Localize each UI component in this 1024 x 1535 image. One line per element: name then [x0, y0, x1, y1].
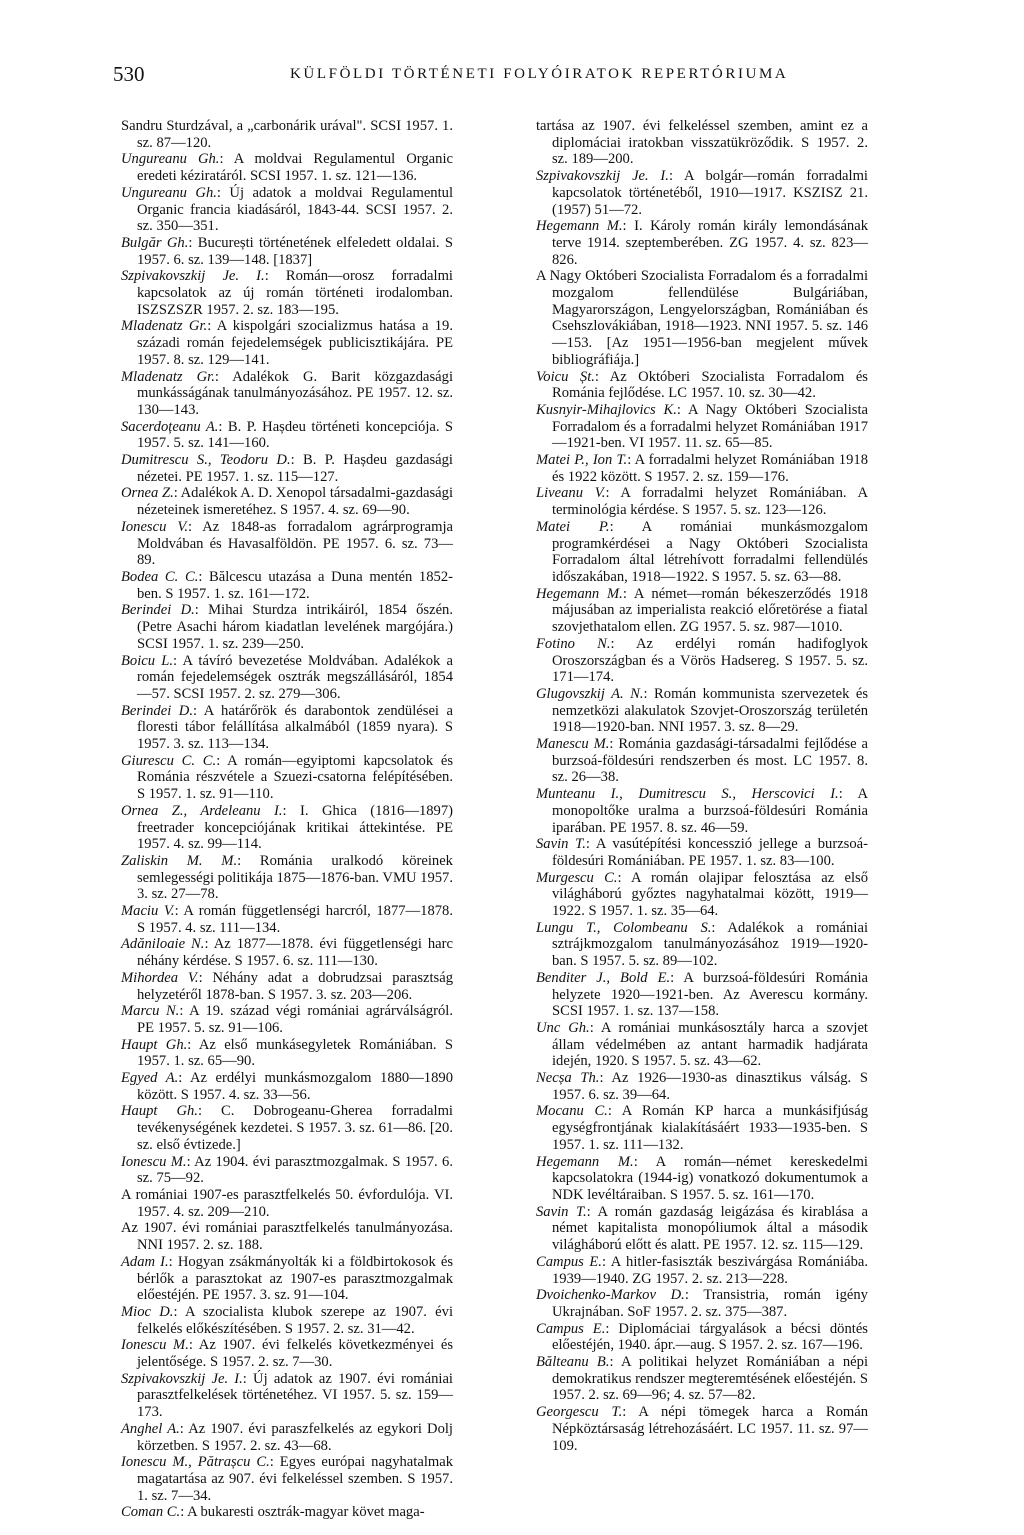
entry-text: : A népi tömegek harca a Román Népköztársaság létrehozásáért. LC 1957. 11. sz. 97—109.: [552, 1404, 868, 1454]
entry-author: Ionescu V.: [121, 518, 189, 535]
entry-author: Voicu Șt.: [536, 368, 595, 385]
entry-author: Hegemann M.: [536, 218, 623, 235]
bibliography-entry: [121, 802, 453, 853]
entry-text: : A Román KP harca a munkásifjúság egységfrontjának kialakításáért 1933—1935-ben. S 1957. 1. sz. 111—132.: [552, 1103, 868, 1153]
entry-text: : A politikai helyzet Romániában a népi demokratikus rendszer megteremtésének előestéjén. S 1957. 2. sz. 69—96; 4. sz. 57—82.: [552, 1354, 868, 1404]
bibliography-entry: [121, 969, 453, 1003]
entry-text: : Román kommunista szervezetek és nemzetközi alakulatok Szovjet-Oroszország területén 1918—1920-ban. NNI 1957. 3. sz. 8—29.: [552, 685, 868, 736]
entry-author: Bulgăr Gh.: [121, 234, 189, 251]
bibliography-entry: [121, 452, 453, 485]
bibliography-entry: [121, 1420, 453, 1454]
entry-author: Boicu L.: [121, 652, 174, 669]
entry-author: Haupt Gh.: [121, 1036, 188, 1053]
entry-text: : Románia gazdasági-társadalmi fejlődése a burzsoá-földesúri rendszerben és most. LC 1957. 8. sz. 26—38.: [552, 736, 868, 786]
entry-text: : Egyes európai nagyhatalmak magatartása az 907. évi felkeléssel szemben. S 1957. 1. sz. 7—34.: [137, 1454, 453, 1504]
bibliography-entry: [121, 1153, 453, 1187]
entry-text: : A vasútépítési koncesszió jellege a burzsoá-földesúri Romániában. PE 1957. 1. sz. 83—100.: [552, 836, 868, 869]
entry-author: Zaliskin M. M.: [121, 852, 238, 869]
entry-author: Berindei D.: [121, 702, 193, 719]
entry-author: Giurescu C. C.: [121, 752, 217, 769]
entry-text: : Adalékok a romániai sztrájkmozgalom tanulmányozásához 1919—1920-ban. S 1957. 5. sz. 89—102.: [552, 919, 868, 970]
bibliography-entry: [121, 752, 453, 803]
entry-text: : A burzsoá-földesúri Románia helyzete 1920—1921-ben. Az Averescu kormány. SCSI 1957. 1. sz. 137—158.: [552, 969, 868, 1020]
entry-author: Adăniloaie N.: [121, 936, 205, 953]
entry-author: Szpivakovszkij Je. I.: [121, 1370, 243, 1387]
entry-text: : A 19. század végi romániai agrárválságról. PE 1957. 5. sz. 91—106.: [137, 1003, 453, 1036]
bibliography-entry: [536, 685, 868, 736]
entry-text: : Bălcescu utazása a Duna mentén 1852-ben. S 1957. 1. sz. 161—172.: [137, 568, 453, 602]
bibliography-entry: [536, 268, 868, 368]
bibliography-entry: [121, 368, 453, 419]
bibliography-entry: [536, 1253, 868, 1287]
bibliography-entry: [536, 1070, 868, 1103]
entry-author: Haupt Gh.: [121, 1103, 198, 1120]
bibliography-entry: [121, 852, 453, 903]
entry-author: Szpivakovszkij Je. I.: [536, 168, 669, 185]
bibliography-entry: [121, 1103, 453, 1153]
entry-author: Lungu T., Colombeanu S.: [536, 919, 712, 936]
entry-author: Mladenatz Gr.: [121, 368, 215, 385]
bibliography-entry: [536, 1320, 868, 1354]
entry-author: Mladenatz Gr.: [121, 318, 208, 335]
entry-text: : Az erdélyi román hadifoglyok Oroszországban és a Vörös Hadsereg. S 1957. 5. sz. 171—174.: [552, 635, 869, 686]
bibliography-entry: [536, 118, 868, 168]
running-title: KÜLFÖLDI TÖRTÉNETI FOLYÓIRATOK REPERTÓRIUMA: [290, 66, 789, 82]
bibliography-entry: [536, 1103, 868, 1153]
bibliography-entry: [536, 869, 868, 920]
entry-author: Ungureanu Gh.: [121, 184, 217, 201]
entry-text: : Az erdélyi munkásmozgalom 1880—1890 között. S 1957. 4. sz. 33—56.: [137, 1070, 453, 1103]
entry-text: : Adalékok G. Barit közgazdasági munkásságának tanulmányozásához. PE 1957. 12. sz. 130—143.: [137, 368, 453, 418]
bibliography-entry: [536, 836, 868, 869]
entry-author: Mihordea V.: [121, 969, 199, 986]
entry-author: Munteanu I., Dumitrescu S., Herscovici I.: [536, 786, 839, 803]
entry-text: : Hogyan zsákmányolták ki a földbirtokosok és bérlők a parasztokat az 1907-es parasztmozgalmak előestéjén. PE 1957. 3. sz. 91—104.: [137, 1253, 453, 1304]
bibliography-entry: [536, 1153, 868, 1204]
page-number: 530: [113, 62, 145, 86]
entry-text: Az 1907. évi romániai parasztfelkelés tanulmányozása. NNI 1957. 2. sz. 188.: [121, 1220, 453, 1254]
entry-text: : Az 1926—1930-as dinasztikus válság. S 1957. 6. sz. 39—64.: [552, 1070, 868, 1103]
entry-author: Fotino N.: [536, 635, 611, 652]
bibliography-entry: [121, 1370, 453, 1421]
entry-text: : Mihai Sturdza intrikáiról, 1854 őszén. (Petre Asachi három kiadatlan levelének margójára.) SCSI 1957. 1. sz. 239—250.: [137, 602, 454, 652]
bibliography-entry: [121, 1253, 453, 1304]
entry-text: : A román—egyiptomi kapcsolatok és Románia részvétele a Szuezi-csatorna felépítésében. S 1957. 1. sz. 91—110.: [137, 752, 453, 803]
entry-author: Mioc D.: [121, 1303, 174, 1320]
entry-text: : A német—román békeszerződés 1918 májusában az imperialista reakció előretörése a fiatal szovjethatalom ellen. ZG 1957. 5. sz. 987—1010.: [552, 585, 868, 636]
entry-text: : A bukaresti osztrák-magyar követ maga-: [180, 1504, 425, 1521]
entry-author: Hegemann M.: [536, 585, 623, 602]
entry-author: Ungureanu Gh.: [121, 151, 220, 168]
entry-author: Szpivakovszkij Je. I.: [121, 268, 265, 285]
bibliography-entry: [121, 903, 453, 936]
entry-author: Georgescu T.: [536, 1404, 623, 1421]
bibliography-entry: [121, 1003, 453, 1036]
bibliography-entry: [536, 1404, 868, 1454]
entry-author: Necșa Th.: [536, 1070, 600, 1087]
bibliography-entry: [121, 568, 453, 602]
bibliography-entry: [121, 1036, 454, 1070]
bibliography-entry: [121, 602, 454, 652]
entry-text: A Nagy Októberi Szocialista Forradalom és a forradalmi mozgalom fellendülése Bulgáriában, Magyarországon, Lengyelországban, Romániában és Csehszlovákiában, 1918—1923. NNI 1957. 5. sz. 146—153. [Az 1951—1956-ban megjelent művek bibliográfiája.]: [536, 268, 868, 368]
entry-text: : A hitler-fasiszták beszivárgása Romániába. 1939—1940. ZG 1957. 2. sz. 213—228.: [552, 1253, 868, 1287]
bibliography-entry: [536, 1287, 868, 1320]
entry-author: Unc Gh.: [536, 1019, 590, 1036]
entry-author: Mocanu C.: [536, 1103, 608, 1120]
entry-author: Benditer J., Bold E.: [536, 969, 671, 986]
entry-text: : A forradalmi helyzet Romániában. A terminológia kérdése. S 1957. 5. sz. 123—126.: [552, 485, 868, 519]
entry-author: Dvoichenko-Markov D.: [536, 1287, 685, 1304]
bibliography-entry: [536, 1019, 868, 1070]
entry-author: Hegemann M.: [536, 1153, 634, 1170]
entry-text: : Az 1904. évi parasztmozgalmak. S 1957. 6. sz. 75—92.: [137, 1153, 453, 1187]
entry-text: : A román olajipar felosztása az első világháború győztes nagyhatalmai között, 1919—1922. S 1957. 1. sz. 35—64.: [552, 869, 868, 920]
bibliography-entry: [121, 418, 454, 452]
bibliography-entry: [536, 168, 868, 218]
entry-author: Savin T.: [536, 1203, 587, 1220]
entry-text: : Az Októberi Szocialista Forradalom és Románia fejlődése. LC 1957. 10. sz. 30—42.: [552, 368, 868, 402]
entry-author: Glugovszkij A. N.: [536, 685, 644, 702]
entry-text: : A szocialista klubok szerepe az 1907. évi felkelés előkészítésében. S 1957. 2. sz. 31—42.: [137, 1303, 453, 1337]
entry-text: : A forradalmi helyzet Romániában 1918 és 1922 között. S 1957. 2. sz. 159—176.: [552, 452, 868, 485]
bibliography-entry: [121, 702, 453, 753]
entry-text: : I. Ghica (1816—1897) freetrader koncepciójának kritikai áttekintése. PE 1957. 4. sz. 99—114.: [137, 802, 453, 853]
entry-text: : C. Dobrogeanu-Gherea forradalmi tevékenységének kezdetei. S 1957. 3. sz. 61—86. [20. sz. első évtizede.]: [137, 1103, 453, 1153]
entry-author: Ionescu M.: [121, 1153, 187, 1170]
entry-text: tartása az 1907. évi felkeléssel szemben, amint ez a diplomáciai iratokban visszatükröződik. S 1957. 2. sz. 189—200.: [536, 118, 868, 168]
entry-author: Berindei D.: [121, 602, 195, 619]
entry-author: Bălteanu B.: [536, 1354, 610, 1371]
bibliography-entry: [536, 786, 868, 836]
entry-text: : A román—német kereskedelmi kapcsolatokra (1944-ig) vonatkozó dokumentumok a NDK levéltáraiban. S 1957. 5. sz. 161—170.: [552, 1153, 868, 1203]
entry-text: : Román—orosz forradalmi kapcsolatok az új román történeti irodalomban. ISZSZSZR 1957. 2. sz. 183—195.: [137, 268, 453, 318]
bibliography-entry: [121, 1303, 453, 1337]
entry-text: : Románia uralkodó köreinek semlegességi politikája 1875—1876-ban. VMU 1957. 3. sz. 27—78.: [137, 852, 453, 903]
bibliography-entry: [536, 401, 868, 452]
bibliography-entry: [536, 452, 868, 485]
bibliography-entry: [121, 118, 453, 151]
bibliography-entry: [536, 919, 868, 970]
bibliography-entry: [121, 151, 453, 185]
entry-text: : Transistria, román igény Ukrajnában. SoF 1957. 2. sz. 375—387.: [552, 1287, 868, 1320]
entry-text: : I. Károly román király lemondásának terve 1914. szeptemberében. ZG 1957. 4. sz. 823—826.: [552, 218, 868, 268]
entry-author: Anghel A.: [121, 1420, 180, 1437]
entry-author: Dumitrescu S., Teodoru D.: [121, 452, 291, 469]
bibliography-entry: [121, 1187, 453, 1220]
entry-text: : Diplomáciai tárgyalások a bécsi döntés előestéjén, 1940. ápr.—aug. S 1957. 2. sz. 167—196.: [552, 1320, 868, 1354]
left-column: [121, 118, 453, 1521]
entry-text: : Néhány adat a dobrudzsai parasztság helyzetéről 1878-ban. S 1957. 3. sz. 203—206.: [137, 969, 453, 1003]
entry-text: : Az 1848-as forradalom agrárprogramja Moldvában és Havasalföldön. PE 1957. 6. sz. 73—89.: [137, 518, 454, 569]
bibliography-entry: [121, 234, 453, 268]
bibliography-entry: [536, 218, 868, 268]
entry-text: : A romániai munkásmozgalom programkérdései a Nagy Októberi Szocialista Forradalom által létrehívott forradalmi fellendülés időszakában, 1918—1922. S 1957. 5. sz. 63—88.: [552, 518, 868, 585]
bibliography-entry: [121, 1504, 453, 1521]
entry-text: : A határőrök és darabontok zendülései a floresti tábor felállítása alkalmából (1859 nyara). S 1957. 3. sz. 113—134.: [137, 702, 453, 753]
bibliography-entry: [121, 1220, 453, 1254]
entry-text: : A moldvai Regulamentul Organic eredeti kéziratáról. SCSI 1957. 1. sz. 121—136.: [137, 151, 453, 185]
entry-text: : Új adatok a moldvai Regulamentul Organic francia kiadásáról, 1843-44. SCSI 1957. 2. sz. 350—351.: [137, 184, 453, 235]
entry-text: : Adalékok A. D. Xenopol társadalmi-gazdasági nézeteinek ismeretéhez. S 1957. 4. sz. 69—90.: [137, 485, 454, 519]
entry-author: Ionescu M.: [121, 1337, 189, 1354]
entry-text: A romániai 1907-es parasztfelkelés 50. évfordulója. VI. 1957. 4. sz. 209—210.: [121, 1187, 453, 1220]
entry-text: : B. P. Hașdeu történeti koncepciója. S 1957. 5. sz. 141—160.: [137, 418, 454, 452]
entry-author: Campus E.: [536, 1253, 602, 1270]
entry-author: Matei P.: [536, 518, 610, 535]
entry-author: Ionescu M., Pătrașcu C.: [121, 1454, 270, 1471]
bibliography-entry: [536, 518, 868, 586]
bibliography-entry: [121, 1070, 453, 1103]
bibliography-entry: [536, 485, 868, 519]
entry-text: : B. P. Hașdeu gazdasági nézetei. PE 1957. 1. sz. 115—127.: [137, 452, 453, 485]
bibliography-entry: [536, 368, 868, 402]
bibliography-entry: [536, 635, 869, 686]
entry-text: : Az 1877—1878. évi függetlenségi harc néhány kérdése. S 1957. 6. sz. 111—130.: [137, 936, 454, 970]
entry-author: Murgescu C.: [536, 869, 618, 886]
entry-text: : A bolgár—román forradalmi kapcsolatok történetéből, 1910—1917. KSZISZ 21. (1957) 51—72.: [552, 168, 868, 218]
entry-author: Matei P., Ion T.: [536, 452, 628, 469]
entry-author: Egyed A.: [121, 1070, 179, 1087]
entry-text: : Az 1907. évi felkelés következményei és jelentősége. S 1957. 2. sz. 7—30.: [137, 1337, 454, 1371]
bibliography-entry: [121, 936, 454, 970]
right-column: [536, 118, 868, 1454]
entry-text: : A Nagy Októberi Szocialista Forradalom és a forradalmi helyzet Romániában 1917—1921-ben. VI 1957. 11. sz. 65—85.: [552, 401, 868, 452]
entry-author: Bodea C. C.: [121, 568, 199, 585]
entry-author: Maciu V.: [121, 903, 175, 920]
entry-author: Ornea Z.: [121, 485, 174, 502]
entry-text: : A távíró bevezetése Moldvában. Adalékok a román fejedelemségek osztrák megszállásáról, 1854—57. SCSI 1957. 2. sz. 279—306.: [137, 652, 453, 702]
entry-author: Marcu N.: [121, 1003, 180, 1020]
bibliography-entry: [121, 485, 454, 519]
entry-author: Ornea Z., Ardeleanu I.: [121, 802, 283, 819]
bibliography-entry: [121, 652, 453, 703]
entry-text: : A monopoltőke uralma a burzsoá-földesúri Románia iparában. PE 1957. 8. sz. 46—59.: [552, 786, 868, 836]
entry-author: Kusnyir-Mihajlovics K.: [536, 401, 677, 418]
entry-text: : Új adatok az 1907. évi romániai parasztfelkelések történetéhez. VI 1957. 5. sz. 159—173.: [137, 1370, 453, 1421]
bibliography-entry: [121, 518, 454, 569]
bibliography-entry: [536, 1203, 868, 1254]
bibliography-entry: [121, 1337, 454, 1371]
entry-text: : Az első munkásegyletek Romániában. S 1957. 1. sz. 65—90.: [137, 1036, 454, 1070]
bibliography-entry: [121, 268, 453, 318]
bibliography-entry: [121, 1454, 453, 1504]
bibliography-entry: [536, 736, 868, 786]
entry-text: : A romániai munkásosztály harca a szovjet állam védelmében az antant harmadik hadjárata idején, 1920. S 1957. 5. sz. 43—62.: [552, 1019, 868, 1070]
bibliography-entry: [536, 585, 868, 636]
bibliography-entry: [121, 184, 453, 235]
entry-text: : Az 1907. évi paraszfelkelés az egykori Dolj körzetben. S 1957. 2. sz. 43—68.: [137, 1420, 453, 1454]
entry-text: : A román függetlenségi harcról, 1877—1878. S 1957. 4. sz. 111—134.: [137, 903, 453, 936]
entry-author: Coman C.: [121, 1504, 181, 1521]
bibliography-entry: [536, 1354, 868, 1404]
entry-author: Campus E.: [536, 1320, 606, 1337]
entry-text: : A kispolgári szocializmus hatása a 19. századi román fejedelemségek publicisztikájára. PE 1957. 8. sz. 129—141.: [137, 318, 453, 368]
entry-text: : București történetének elfeledett oldalai. S 1957. 6. sz. 139—148. [1837]: [137, 234, 453, 268]
bibliography-entry: [121, 318, 453, 368]
entry-author: Sacerdoțeanu A.: [121, 418, 219, 435]
bibliography-entry: [536, 969, 868, 1020]
entry-text: Sandru Sturdzával, a „carbonárik urával". SCSI 1957. 1. sz. 87—120.: [121, 118, 453, 151]
entry-author: Savin T.: [536, 836, 586, 853]
entry-author: Adam I.: [121, 1253, 169, 1270]
entry-author: Manescu M.: [536, 736, 610, 753]
entry-text: : A román gazdaság leigázása és kirablása a német kapitalista monopóliumok által a második világháború előtt és alatt. PE 1957. 12. sz. 115—129.: [552, 1203, 868, 1254]
entry-author: Liveanu V.: [536, 485, 606, 502]
